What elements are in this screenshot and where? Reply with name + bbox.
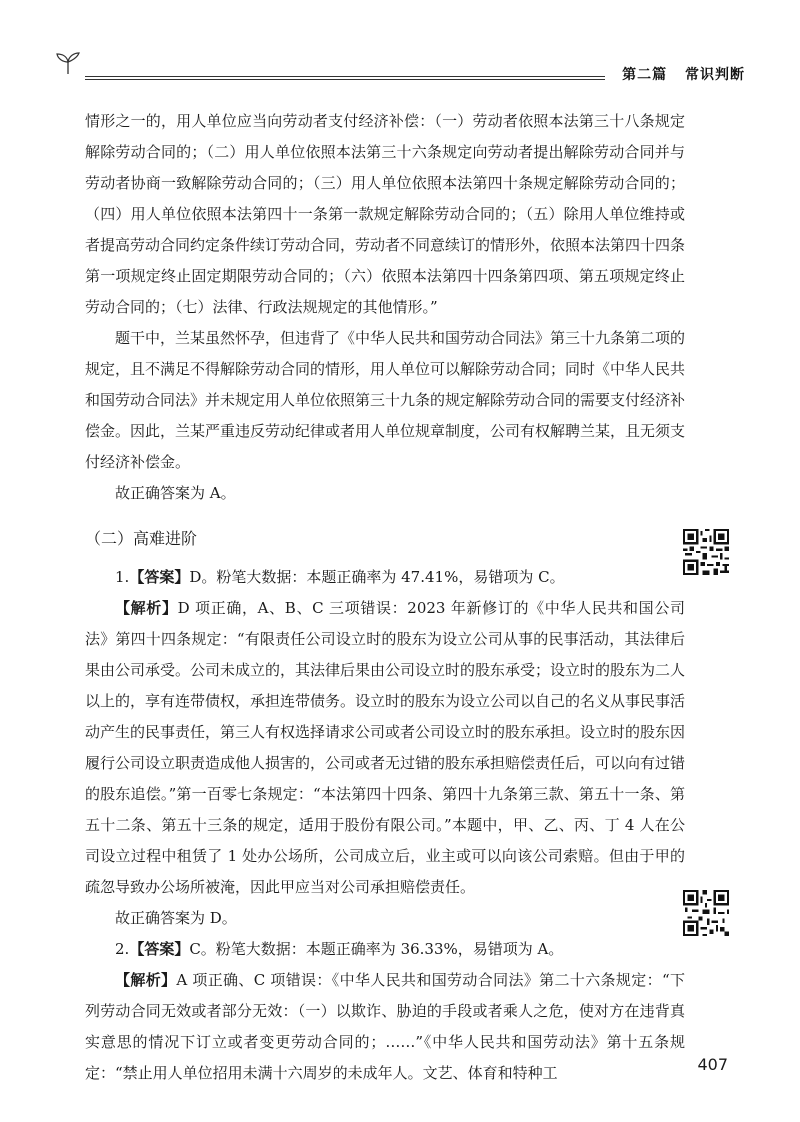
- running-head: [610, 64, 745, 84]
- q1-answer: D。粉笔大数据：本题正确率为 47.41%，易错项为 C。: [189, 568, 565, 586]
- sprout-logo-icon: [55, 50, 81, 76]
- page-number: 407: [697, 1055, 728, 1074]
- qr-code-icon[interactable]: [683, 529, 729, 575]
- paragraph-conclusion: 故正确答案为 A。: [115, 484, 236, 502]
- q1-answer-line: [85, 562, 685, 593]
- running-head-title: 常识判断: [685, 67, 745, 83]
- header-rule-secondary: [85, 79, 605, 80]
- q2-answer-line: [85, 934, 685, 965]
- q2-answer-tag: 【答案】: [129, 940, 190, 958]
- q2-answer: C。粉笔大数据：本题正确率为 36.33%，易错项为 A。: [189, 940, 564, 958]
- q2-analysis-text: A 项正确、C 项错误：《中华人民共和国劳动合同法》第二十六条规定：“下列劳动合同无效或者部分无效：（一）以欺诈、胁迫的手段或者乘人之危，使对方在违背真实意思的情况下订立或者变更劳动合同的；……”《中华人民共和国劳动法》第十五条规定：“禁止用人单位招用未满十六周岁的未成年人。文艺、体育和特种工: [85, 971, 685, 1082]
- paragraph-explanation: 题干中，兰某虽然怀孕，但违背了《中华人民共和国劳动合同法》第三十九条第二项的规定，且不满足不得解除劳动合同的情形，用人单位可以解除劳动合同；同时《中华人民共和国劳动合同法》并未规定用人单位依照第三十九条的规定解除劳动合同的需要支付经济补偿金。因此，兰某严重违反劳动纪律或者用人单位规章制度，公司有权解聘兰某，且无须支付经济补偿金。: [85, 329, 686, 471]
- page-header: [55, 50, 745, 90]
- q1-analysis: [85, 593, 685, 903]
- q2-analysis: [85, 965, 685, 1089]
- running-head-part: 第二篇: [622, 67, 668, 83]
- q1-analysis-text: D 项正确，A、B、C 三项错误：2023 年新修订的《中华人民共和国公司法》第四十四条规定：“有限责任公司设立时的股东为设立公司从事的民事活动，其法律后果由公司承受。公司未成立的，其法律后果由公司设立时的股东承受；设立时的股东为二人以上的，享有连带债权，承担连带债务。设立时的股东为设立公司以自己的名义从事民事活动产生的民事责任，第三人有权选择请求公司或者公司设立时的股东承担。设立时的股东因履行公司设立职责造成他人损害的，公司或者无过错的股东承担赔偿责任后，可以向有过错的股东追偿。”第一百零七条规定：“本法第四十四条、第四十九条第三款、第五十一条、第五十二条、第五十三条的规定，适用于股份有限公司。”本题中，甲、乙、丙、丁 4 人在公司设立过程中租赁了 1 处办公场所，公司成立后，业主或可以向该公司索赔。但由于甲的疏忽导致办公场所被淹，因此甲应当对公司承担赔偿责任。: [85, 599, 686, 896]
- page-body: [85, 106, 685, 1089]
- header-rule: [85, 76, 605, 77]
- q2-number: 2.: [115, 940, 130, 958]
- q1-conclusion: 故正确答案为 D。: [115, 909, 237, 927]
- q1-analysis-tag: 【解析】: [115, 599, 178, 617]
- section-heading: （二）高难进阶: [85, 529, 198, 548]
- paragraph-continued: 情形之一的，用人单位应当向劳动者支付经济补偿：（一）劳动者依照本法第三十八条规定解除劳动合同的；（二）用人单位依照本法第三十六条规定向劳动者提出解除劳动合同并与劳动者协商一致解除劳动合同的；（三）用人单位依照本法第四十条规定解除劳动合同的；（四）用人单位依照本法第四十一条第一款规定解除劳动合同的；（五）除用人单位维持或者提高劳动合同约定条件续订劳动合同，劳动者不同意续订的情形外，依照本法第四十四条第一项规定终止固定期限劳动合同的；（六）依照本法第四十四条第四项、第五项规定终止劳动合同的；（七）法律、行政法规规定的其他情形。”: [85, 112, 686, 316]
- q2-analysis-tag: 【解析】: [115, 971, 177, 989]
- q1-answer-tag: 【答案】: [129, 568, 190, 586]
- qr-code-icon[interactable]: [683, 890, 729, 936]
- q1-number: 1.: [115, 568, 130, 586]
